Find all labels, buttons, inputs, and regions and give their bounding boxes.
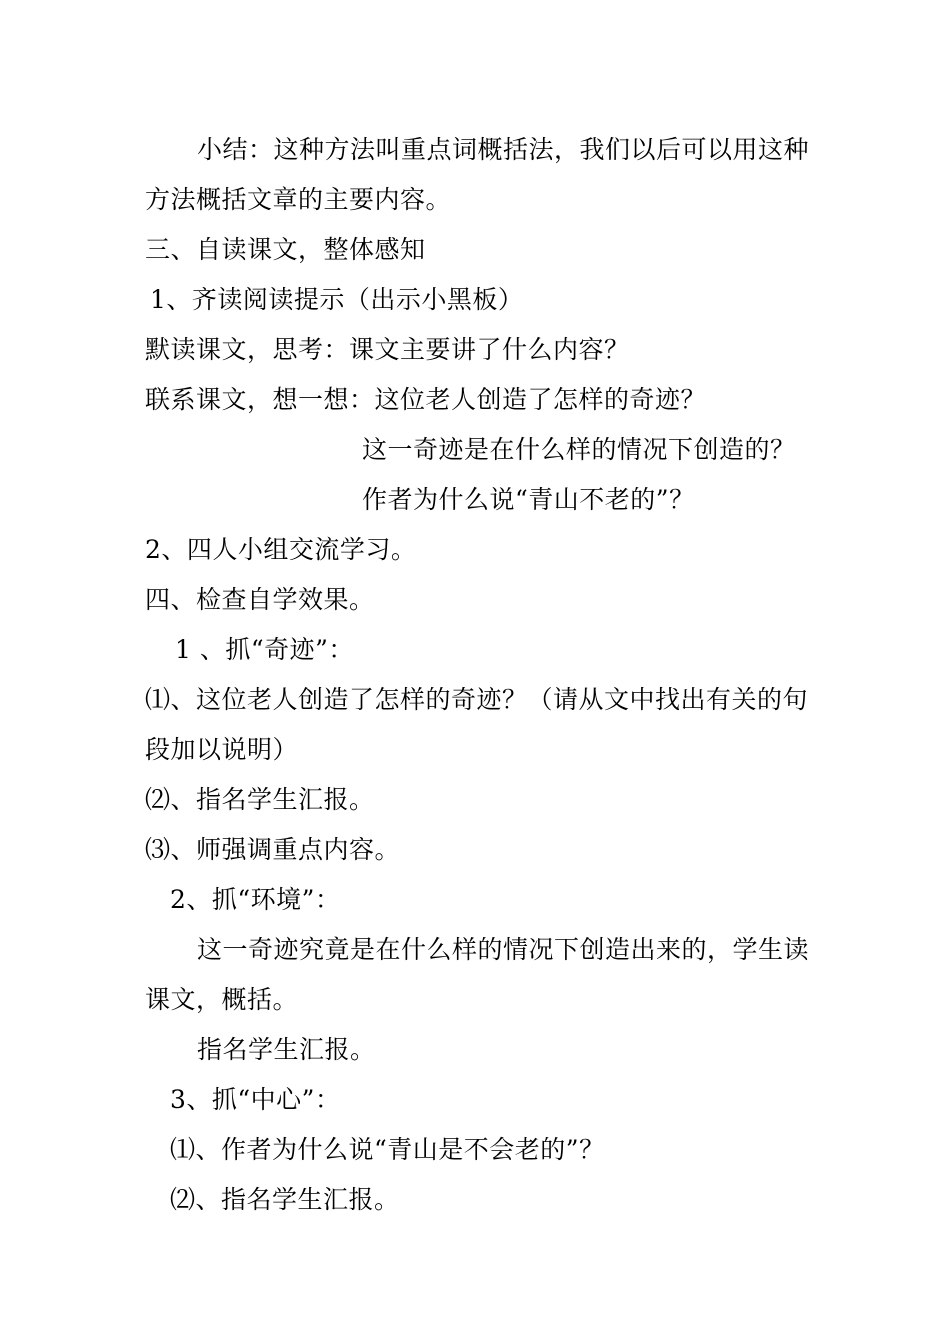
- item-2: ⑵、指名学生汇报。: [145, 785, 375, 814]
- item-3: ⑶、师强调重点内容。: [145, 835, 401, 864]
- task-think-question-3: 作者为什么说“青山不老的”？: [362, 485, 695, 514]
- summary-line-1: 小结：这种方法叫重点词概括法，我们以后可以用这种: [197, 135, 810, 164]
- subsection-2-heading: 2、抓“环境”：: [170, 885, 341, 914]
- summary-line-2: 方法概括文章的主要内容。: [145, 185, 452, 214]
- task-think-question-1: 联系课文，想一想：这位老人创造了怎样的奇迹？: [145, 385, 707, 414]
- center-item-2: ⑵、指名学生汇报。: [170, 1185, 400, 1214]
- subsection-1-heading: 1 、抓“奇迹”：: [175, 635, 354, 664]
- section-3-heading: 三、自读课文，整体感知: [145, 235, 426, 264]
- item-1-line-1: ⑴、这位老人创造了怎样的奇迹？（请从文中找出有关的句: [145, 685, 809, 714]
- section-4-heading: 四、检查自学效果。: [145, 585, 375, 614]
- task-think-question-2: 这一奇迹是在什么样的情况下创造的？: [362, 435, 796, 464]
- environment-report: 指名学生汇报。: [197, 1035, 376, 1064]
- environment-line-2: 课文，概括。: [145, 985, 299, 1014]
- step-2-heading: 2、四人小组交流学习。: [145, 535, 417, 564]
- item-1-line-2: 段加以说明）: [145, 735, 299, 764]
- task-silent-reading: 默读课文，思考：课文主要讲了什么内容？: [145, 335, 630, 364]
- center-item-1: ⑴、作者为什么说“青山是不会老的”？: [170, 1135, 605, 1164]
- environment-line-1: 这一奇迹究竟是在什么样的情况下创造出来的，学生读: [197, 935, 810, 964]
- subsection-3-heading: 3、抓“中心”：: [170, 1085, 341, 1114]
- step-1-heading: 1、齐读阅读提示（出示小黑板）: [150, 285, 524, 314]
